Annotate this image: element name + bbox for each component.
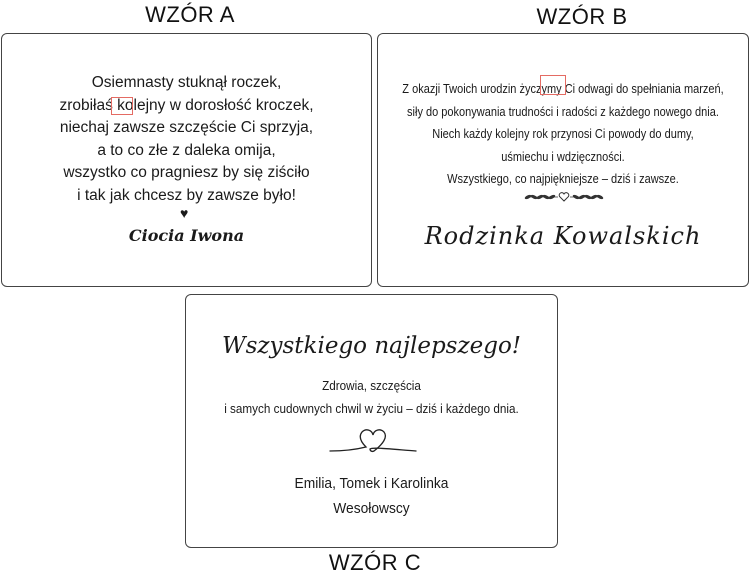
card-wzor-a	[1, 33, 372, 287]
card-wzor-b	[377, 33, 749, 287]
label-wzor-a: WZÓR A	[145, 2, 235, 27]
leaf-divider-icon	[524, 190, 604, 204]
label-wzor-c: WZÓR C	[328, 550, 422, 575]
card-b-line: siły do pokonywania trudności i radości z każdego nowego dnia.	[407, 104, 719, 119]
card-a-line: Osiemnasty stuknął roczek,	[91, 74, 282, 91]
card-a-line: wszystko co pragniesz by się ziściło	[63, 164, 310, 181]
card-b-line: Wszystkiego, co najpiękniejsze – dziś i zawsze.	[447, 172, 679, 186]
card-b-signature: Rodzinka Kowalskich	[424, 222, 702, 250]
card-c-signature	[201, 471, 542, 521]
line-heart-icon	[328, 425, 418, 459]
label-wzor-b: WZÓR B	[536, 4, 628, 29]
card-b-line: Niech każdy kolejny rok przynosi Ci powody do dumy,	[432, 127, 694, 141]
card-c-line: Zdrowia, szczęścia	[322, 378, 421, 393]
card-c-line: i samych cudownych chwil w życiu – dziś i każdego dnia.	[224, 400, 519, 416]
card-a-line: a to co złe z daleka omija,	[97, 141, 276, 159]
card-c-signature-line: Wesołowscy	[333, 500, 410, 517]
card-b-line: uśmiechu i wdzięczności.	[501, 149, 625, 164]
card-c-signature-line: Emilia, Tomek i Karolinka	[294, 475, 449, 492]
card-wzor-c	[185, 294, 558, 548]
card-a-line: i tak jak chcesz by zawsze było!	[77, 186, 296, 204]
card-a-verse	[2, 72, 371, 207]
card-c-title: Wszystkiego najlepszego!	[221, 333, 522, 359]
highlight-box	[540, 75, 566, 95]
highlight-box	[111, 97, 133, 115]
card-a-line: zrobiłaś kolejny w dorosłość kroczek,	[59, 96, 314, 114]
card-c-verse	[205, 375, 539, 420]
card-a-signature: Ciocia Iwona	[128, 226, 245, 245]
card-b-line: Z okazji Twoich urodzin życzymy Ci odwagi do spełniania marzeń,	[402, 82, 724, 96]
card-a-line: niechaj zawsze szczęście Ci sprzyja,	[59, 119, 314, 136]
heart-icon: ♥	[180, 205, 189, 221]
